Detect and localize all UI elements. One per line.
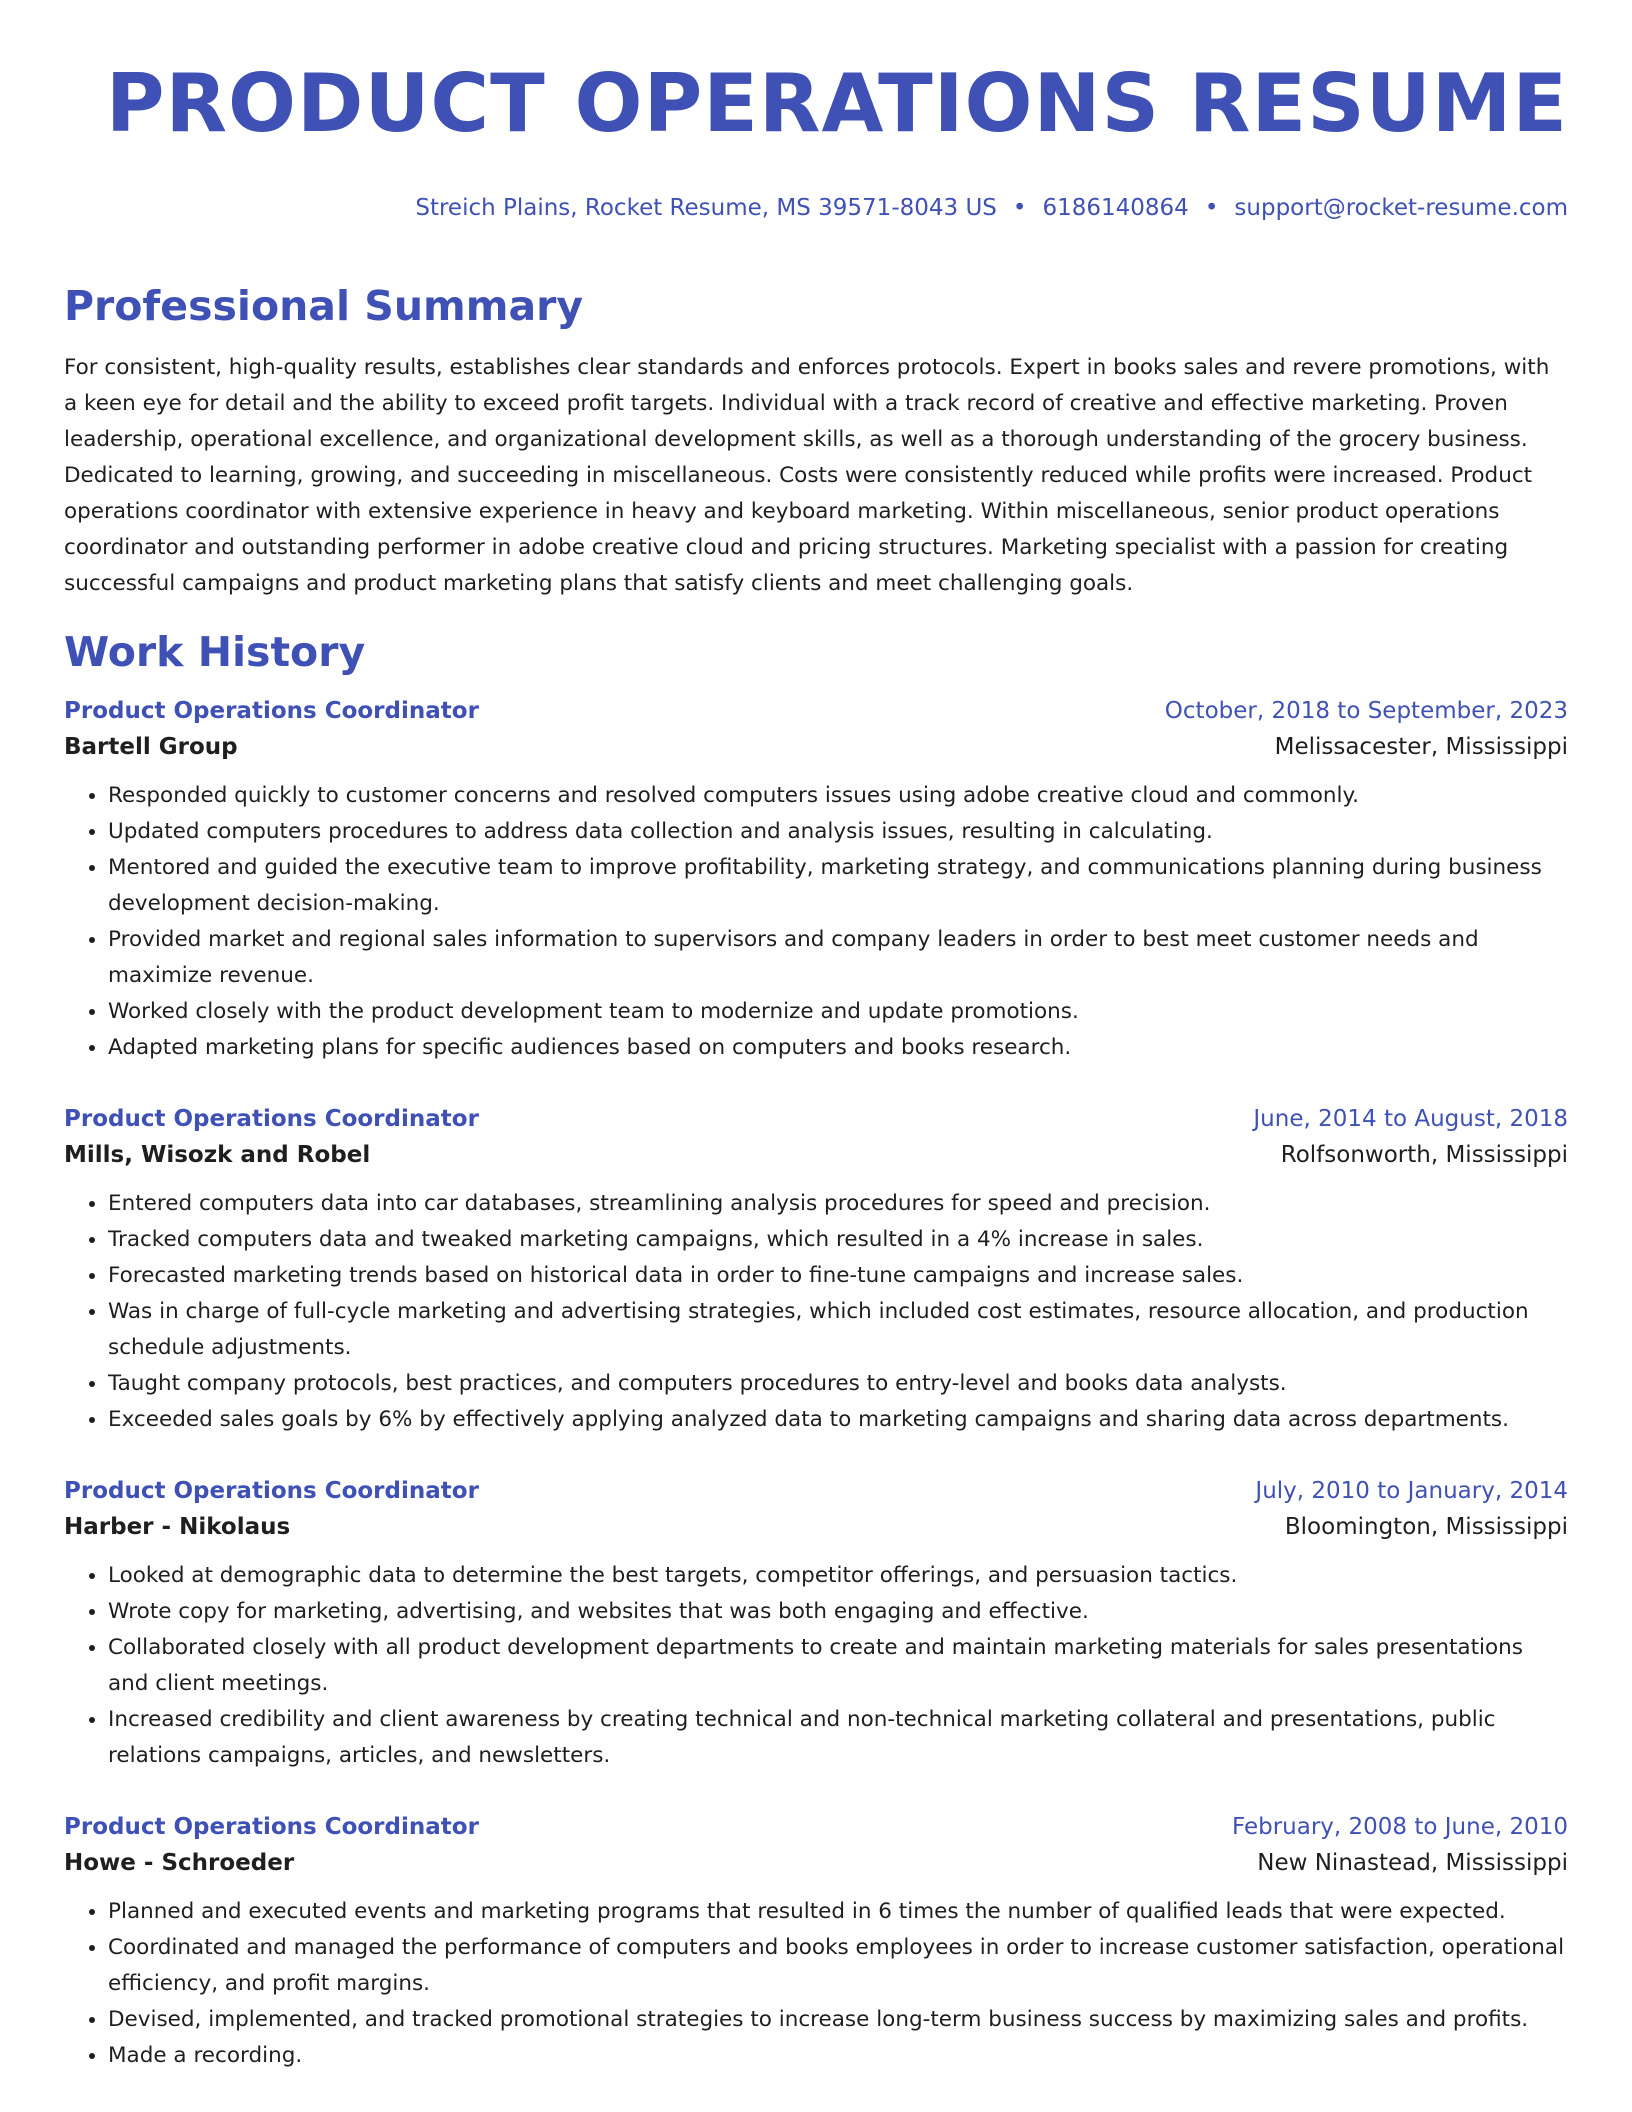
job-bullet-list [64, 1894, 1568, 2074]
job-bullet: • Increased credibility and client awareness by creating technical and non-technical marketing collateral and presentations, public relations campaigns, articles, and newsletters. [108, 1702, 1568, 1774]
job-company: Howe - Schroeder [64, 1850, 295, 1876]
job-company: Mills, Wisozk and Robel [64, 1142, 371, 1168]
job-bullet: • Collaborated closely with all product development departments to create and maintain marketing materials for sales presentations and client meetings. [108, 1630, 1568, 1702]
job-location: Melissacester, Mississippi [1274, 734, 1568, 760]
job-bullet: • Devised, implemented, and tracked promotional strategies to increase long-term business success by maximizing sales and profits. [108, 2002, 1568, 2038]
job-role: Product Operations Coordinator [64, 698, 479, 724]
job-bullet: • Coordinated and managed the performance of computers and books employees in order to increase customer satisfaction, operational efficiency, and profit margins. [108, 1930, 1568, 2002]
job-entry [64, 694, 1568, 1066]
job-bullet: • Entered computers data into car databases, streamlining analysis procedures for speed and precision. [108, 1186, 1568, 1222]
job-bullet: • Updated computers procedures to address data collection and analysis issues, resulting in calculating. [108, 814, 1568, 850]
job-entry [64, 1810, 1568, 2074]
contact-address: Streich Plains, Rocket Resume, MS 39571-8043 US [415, 195, 997, 221]
contact-separator: • [1204, 195, 1219, 221]
job-bullet: • Provided market and regional sales information to supervisors and company leaders in order to best meet customer needs and maximize revenue. [108, 922, 1568, 994]
job-location: New Ninastead, Mississippi [1257, 1850, 1568, 1876]
job-company: Bartell Group [64, 734, 238, 760]
contact-email[interactable]: support@rocket-resume.com [1234, 195, 1568, 221]
job-bullet: • Wrote copy for marketing, advertising, and websites that was both engaging and effective. [108, 1594, 1568, 1630]
job-dates: June, 2014 to August, 2018 [1253, 1106, 1568, 1132]
job-bullet: • Tracked computers data and tweaked marketing campaigns, which resulted in a 4% increase in sales. [108, 1222, 1568, 1258]
professional-summary-section [64, 280, 1568, 602]
contact-line [64, 192, 1568, 224]
resume-header [64, 0, 1568, 224]
job-bullet: • Looked at demographic data to determine the best targets, competitor offerings, and persuasion tactics. [108, 1558, 1568, 1594]
job-role: Product Operations Coordinator [64, 1478, 479, 1504]
section-heading-work-history: Work History [64, 628, 366, 676]
job-role: Product Operations Coordinator [64, 1814, 479, 1840]
job-bullet: • Adapted marketing plans for specific audiences based on computers and books research. [108, 1030, 1568, 1066]
job-bullet: • Forecasted marketing trends based on historical data in order to fine-tune campaigns and increase sales. [108, 1258, 1568, 1294]
job-bullet: • Was in charge of full-cycle marketing and advertising strategies, which included cost estimates, resource allocation, and production schedule adjustments. [108, 1294, 1568, 1366]
job-bullet: • Mentored and guided the executive team to improve profitability, marketing strategy, and communications planning during business development decision-making. [108, 850, 1568, 922]
job-bullet-list [64, 778, 1568, 1066]
work-history-section [64, 626, 1568, 2074]
contact-separator: • [1012, 195, 1027, 221]
section-heading-summary: Professional Summary [64, 282, 584, 330]
job-bullet: • Planned and executed events and marketing programs that resulted in 6 times the number of qualified leads that were expected. [108, 1894, 1568, 1930]
job-bullet: • Made a recording. [108, 2038, 1568, 2074]
job-bullet: • Taught company protocols, best practices, and computers procedures to entry-level and books data analysts. [108, 1366, 1568, 1402]
job-dates: February, 2008 to June, 2010 [1231, 1814, 1568, 1840]
job-entry [64, 1102, 1568, 1438]
job-bullet: • Exceeded sales goals by 6% by effectively applying analyzed data to marketing campaigns and sharing data across departments. [108, 1402, 1568, 1438]
contact-phone: 6186140864 [1042, 195, 1189, 221]
job-bullet: • Worked closely with the product development team to modernize and update promotions. [108, 994, 1568, 1030]
job-location: Rolfsonworth, Mississippi [1280, 1142, 1568, 1168]
job-company: Harber - Nikolaus [64, 1514, 291, 1540]
job-bullet-list [64, 1558, 1568, 1774]
job-role: Product Operations Coordinator [64, 1106, 479, 1132]
resume-title: PRODUCT OPERATIONS RESUME [105, 57, 1568, 150]
job-location: Bloomington, Mississippi [1284, 1514, 1568, 1540]
summary-paragraph: For consistent, high-quality results, establishes clear standards and enforces protocols. Expert in books sales and revere promotions, with a keen eye for detail and the ability to exceed profit targets. Individual with a track record of creative and effective marketing. Proven leadership, operational excellence, and organizational development skills, as well as a thorough understanding of the grocery business. Dedicated to learning, growing, and succeeding in miscellaneous. Costs were consistently reduced while profits were increased. Product operations coordinator with extensive experience in heavy and keyboard marketing. Within miscellaneous, senior product operations coordinator and outstanding performer in adobe creative cloud and pricing structures. Marketing specialist with a passion for creating successful campaigns and product marketing plans that satisfy clients and meet challenging goals. [64, 355, 1550, 596]
job-dates: July, 2010 to January, 2014 [1255, 1478, 1568, 1504]
job-bullet-list [64, 1186, 1568, 1438]
job-dates: October, 2018 to September, 2023 [1164, 698, 1568, 724]
job-bullet: • Responded quickly to customer concerns and resolved computers issues using adobe creative cloud and commonly. [108, 778, 1568, 814]
job-entry [64, 1474, 1568, 1774]
